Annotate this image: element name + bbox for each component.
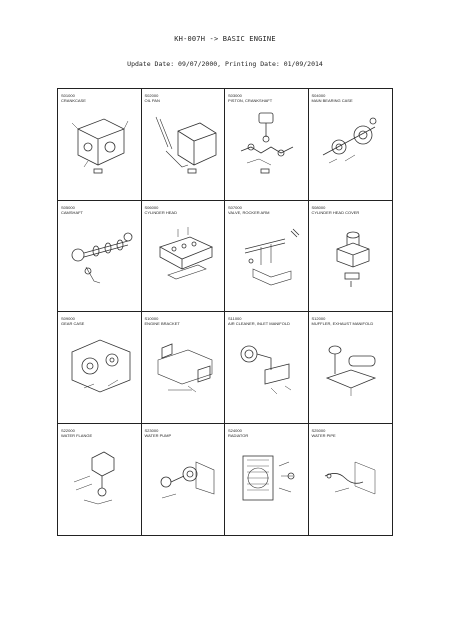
section-cell-oil-pan[interactable]	[142, 89, 226, 201]
engine-bracket-drawing-icon	[148, 330, 220, 402]
cylinder-head-cover-drawing-icon	[315, 219, 387, 291]
section-cell-crankcase[interactable]	[58, 89, 142, 201]
section-cell-radiator[interactable]	[225, 424, 309, 536]
section-cell-air-cleaner-inlet-manifold[interactable]	[225, 312, 309, 424]
section-code: S23000	[144, 427, 159, 433]
piston-crankshaft-drawing-icon	[231, 107, 303, 179]
section-cell-water-pump[interactable]	[142, 424, 226, 536]
section-code: S09000	[61, 316, 75, 321]
section-code: S11000	[228, 316, 242, 321]
section-code: S25000	[311, 427, 326, 433]
section-code: S24000	[228, 427, 242, 433]
section-name: CYLINDER HEAD	[144, 209, 177, 215]
section-name: PISTON, CRANKSHAFT	[228, 98, 273, 103]
section-cell-cylinder-head[interactable]	[142, 201, 226, 313]
section-name: CRANKCASE	[61, 98, 86, 103]
section-name: WATER PIPE	[311, 432, 336, 438]
oil-pan-drawing-icon	[148, 107, 220, 179]
section-cell-water-flange[interactable]	[58, 424, 142, 536]
section-code: S04000	[311, 93, 326, 98]
section-code: S12000	[311, 316, 326, 321]
section-name: MAIN BEARING CASE	[311, 98, 353, 103]
section-name: WATER PUMP	[144, 432, 172, 438]
section-name: AIR CLEANER, INLET MANIFOLD	[228, 321, 290, 326]
section-cell-muffler-exhaust-manifold[interactable]	[309, 312, 393, 424]
section-cell-gear-case[interactable]	[58, 312, 142, 424]
section-name: GEAR CASE	[61, 321, 85, 326]
section-name: ENGINE BRACKET	[144, 321, 180, 326]
main-bearing-case-drawing-icon	[315, 107, 387, 179]
section-code: S10000	[144, 316, 159, 321]
crankcase-drawing-icon	[64, 107, 136, 179]
section-cell-cylinder-head-cover[interactable]	[309, 201, 393, 313]
cylinder-head-drawing-icon	[148, 219, 220, 291]
section-name: VALVE, ROCKER ARM	[228, 209, 270, 215]
valve-rocker-arm-drawing-icon	[231, 219, 303, 291]
section-cell-engine-bracket[interactable]	[142, 312, 226, 424]
section-cell-camshaft[interactable]	[58, 201, 142, 313]
muffler-exhaust-manifold-drawing-icon	[315, 330, 387, 402]
camshaft-drawing-icon	[64, 219, 136, 291]
radiator-drawing-icon	[231, 442, 303, 514]
section-code: S08000	[311, 204, 326, 210]
section-name: WATER FLANGE	[61, 432, 93, 438]
section-code: S07000	[228, 204, 242, 210]
section-name: RADIATOR	[228, 432, 249, 438]
section-cell-main-bearing-case[interactable]	[309, 89, 393, 201]
section-code: S01000	[61, 93, 75, 98]
section-code: S02000	[144, 93, 159, 98]
section-name: OIL PAN	[144, 98, 160, 103]
section-code: S06000	[144, 204, 159, 210]
section-code: S05000	[61, 204, 75, 210]
section-name: CAMSHAFT	[61, 209, 83, 215]
water-pipe-drawing-icon	[315, 442, 387, 514]
section-code: S03000	[228, 93, 242, 98]
water-pump-drawing-icon	[148, 442, 220, 514]
section-cell-water-pipe[interactable]	[309, 424, 393, 536]
gear-case-drawing-icon	[64, 330, 136, 402]
section-name: MUFFLER, EXHAUST MANIFOLD	[311, 321, 374, 326]
section-cell-valve-rocker-arm[interactable]	[225, 201, 309, 313]
air-cleaner-inlet-manifold-drawing-icon	[231, 330, 303, 402]
section-code: S22000	[61, 427, 75, 433]
page-title: KH-007H -> BASIC ENGINE	[174, 35, 276, 43]
section-name: CYLINDER HEAD COVER	[311, 209, 360, 215]
section-grid	[57, 88, 393, 536]
water-flange-drawing-icon	[64, 442, 136, 514]
update-date-line: Update Date: 09/07/2000, Printing Date: 01/09/2014	[127, 60, 323, 68]
section-cell-piston-crankshaft[interactable]	[225, 89, 309, 201]
